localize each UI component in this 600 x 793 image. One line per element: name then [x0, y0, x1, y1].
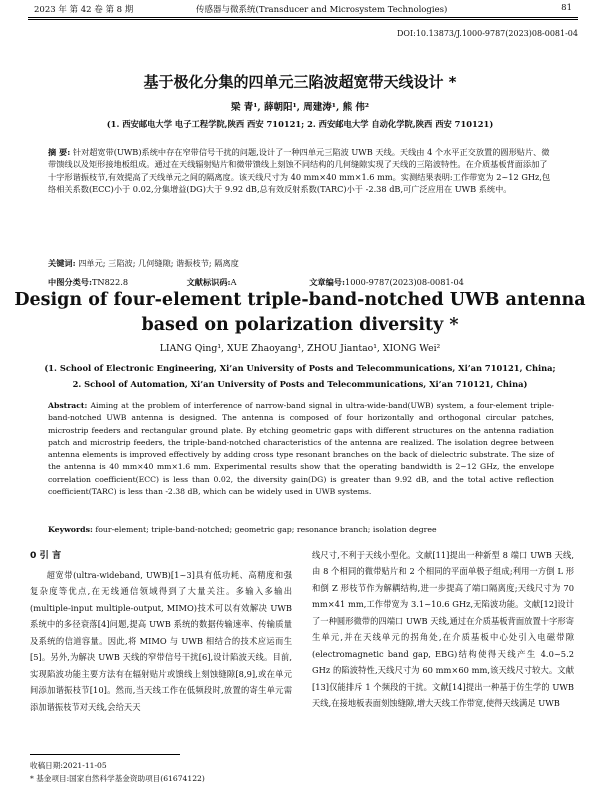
abstract-english — [48, 400, 554, 498]
abstract-text-chinese: 针对超宽带(UWB)系统中存在窄带信号干扰的问题,设计了一种四单元三陷波 UWB 天线。天线由 4 个水平正交放置的圆形贴片、微带馈线以及矩形接地板组成。通过在天线辐射贴片和微带馈线上刻蚀不同结构的几何缝隙实现了天线的三陷波特性。在介质基板背面添加了十字形谐振枝节,有效提高了天线单元之间的隔离度。该天线尺寸为 40 mm×40 mm×1.6 mm。实测结果表明:工作带宽为 2~12 GHz,包络相关系数(ECC)小于 0.02,分集增益(DG)大于 9.92 dB,总有效反射系数(TARC)小于 -2.38 dB,可广泛应用在 UWB 系统中。 — [48, 147, 551, 194]
abstract-label-chinese: 摘 要: — [48, 147, 71, 157]
abstract-label-english: Abstract: — [48, 401, 88, 410]
authors-chinese: 梁 青¹, 薛朝阳¹, 周建涛¹, 熊 伟² — [230, 102, 370, 113]
keywords-english — [48, 525, 554, 534]
title-english-line2: based on polarization diversity * — [141, 315, 459, 335]
authors-english: LIANG Qing¹, XUE Zhaoyang¹, ZHOU Jiantao¹, XIONG Wei² — [159, 343, 441, 354]
abstract-chinese — [48, 146, 552, 195]
body-column-left — [30, 567, 292, 715]
doc-code-label: 文献标识码: — [186, 277, 231, 287]
doc-code-value: A — [230, 277, 237, 287]
footnote-rule — [30, 754, 180, 755]
journal-name: 传感器与微系统(Transducer and Microsystem Technologies) — [196, 5, 448, 15]
page-number: 81 — [561, 3, 572, 13]
article-no-value: 1000-9787(2023)08-0081-04 — [345, 277, 464, 287]
article-no-label: 文章编号: — [309, 277, 345, 287]
abstract-text-english: Aiming at the problem of interference of narrow-band signal in ultra-wide-band(UWB) system, a four-element triple-band-notched UWB antenna is designed. The antenna is composed of four horizontally and orthogonal circular patches, microstrip feeders and rectangular ground plate. By etching geometric gaps with different structures on the antenna radiation patch and microstrip feeders, the triple-band-notched characteristics of the antenna are realized. The isolation degree between antenna elements is improved effectively by adding cross type resonant branches on the back of dielectric substrate. The size of the antenna is 40 mm×40 mm×1.6 mm. Experimental results show that the operating bandwidth is 2~12 GHz, the envelope correlation coefficient(ECC) is less than 0.02, the diversity gain(DG) is greater than 9.92 dB, and the total active reflection coefficient(TARC) is less than -2.38 dB, which can be widely used in UWB systems. — [48, 401, 554, 496]
header-rule — [28, 17, 578, 18]
received-date: 收稿日期:2021-11-05 — [30, 761, 107, 770]
body-column-right — [312, 547, 574, 712]
clc-label: 中图分类号: — [48, 277, 92, 287]
keywords-text-chinese: 四单元; 三陷波; 几何缝隙; 谐振枝节; 隔离度 — [78, 258, 239, 268]
affiliation-english — [0, 360, 600, 392]
affiliation-english-line1: (1. School of Electronic Engineering, Xi’an University of Posts and Telecommunications, Xi’an 710121, China; — [44, 363, 556, 373]
affiliation-chinese: (1. 西安邮电大学 电子工程学院,陕西 西安 710121; 2. 西安邮电大学 自动化学院,陕西 西安 710121) — [106, 119, 494, 129]
title-english-line1: Design of four-element triple-band-notched UWB antenna — [14, 290, 586, 310]
keywords-label-chinese: 关键词: — [48, 258, 76, 268]
running-header — [0, 0, 600, 18]
title-chinese: 基于极化分集的四单元三陷波超宽带天线设计 * — [143, 73, 457, 91]
section-heading: 0 引 言 — [30, 550, 62, 561]
title-english — [0, 288, 600, 338]
header-rule-thin — [28, 19, 578, 20]
doi: DOI:10.13873/J.1000-9787(2023)08-0081-04 — [397, 29, 578, 38]
fund-note: * 基金项目:国家自然科学基金资助项目(61674122) — [30, 774, 205, 783]
paragraph: 线尺寸,不利于天线小型化。文献[11]提出一种新型 8 端口 UWB 天线,由 8 个相同的微带贴片和 2 个相同的平面单极子组成;利用一方倒 L 形和倒 Z 形枝节作为解耦结构,进一步提高了端口隔离度;天线尺寸为 70 mm×41 mm,工作带宽为 3.1~10.6 GHz,无陷波功能。文献[12]设计了一种圆形微带的四端口 UWB 天线,通过在介质基板背面放置十字形寄生单元,并在天线单元的拐角处,在介质基板中心处引入电磁带隙(electromagnetic band gap, EBG)结构使得天线产生 4.0~5.2 GHz 的陷波特性,天线尺寸为 60 mm×60 mm,该天线尺寸较大。文献[13]仅能排斥 1 个频段的干扰。文献[14]提出一种基于仿生学的 UWB 天线,在接地板表面刻蚀缝隙,增大天线工作带宽,使得天线满足 UWB — [312, 550, 574, 709]
journal-issue: 2023 年 第 42 卷 第 8 期 — [34, 5, 134, 15]
classification-line — [48, 277, 552, 288]
keywords-chinese — [48, 258, 552, 269]
paragraph: 超宽带(ultra-wideband, UWB)[1~3]具有低功耗、高精度和强复杂度等优点,在无线通信领域得到了大量关注。多输入多输出(multiple-input multiple-output, MIMO)技术可以有效解决 UWB 系统中的多径衰落[4]问题,提高 UWB 系统的数据传输速率、传输质量及系统的信道容量。因此,将 MIMO 与 UWB 相结合的技术应运而生[5]。另外,为解决 UWB 天线的窄带信号干扰[6],设计陷波天线。目前,实现陷波功能主要方法有在辐射贴片或馈线上刻蚀缝隙[8,9],或在单元间添加谐振枝节[10]。然而,当天线工作在低频段时,放置的寄生单元需添加谐振枝节对天线,会给天天 — [30, 570, 292, 712]
keywords-label-english: Keywords: — [48, 525, 93, 534]
keywords-text-english: four-element; triple-band-notched; geometric gap; resonance branch; isolation degree — [95, 525, 437, 534]
footnote — [30, 759, 205, 785]
clc-value: TN822.8 — [91, 277, 129, 287]
affiliation-english-line2: 2. School of Automation, Xi’an University of Posts and Telecommunications, Xi’an 710121, China) — [72, 379, 528, 389]
